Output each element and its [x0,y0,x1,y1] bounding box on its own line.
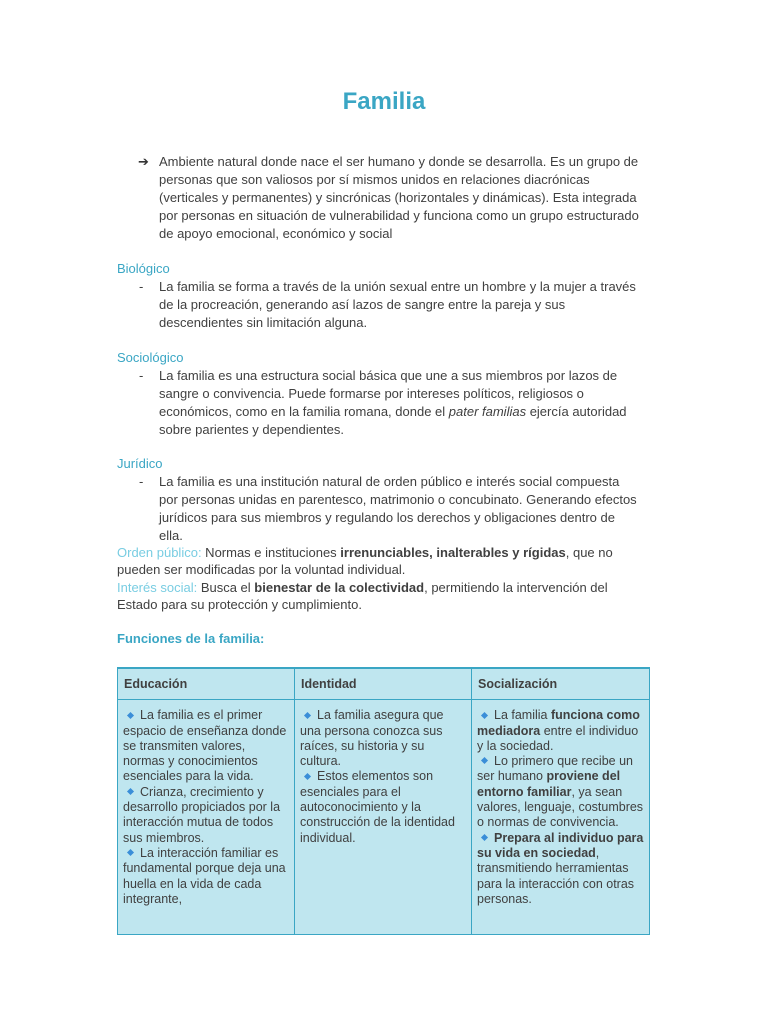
orden-publico-label: Orden público: [117,545,202,560]
bold-term: proviene del entorno familiar [477,769,621,799]
orden-publico-paragraph [117,544,622,578]
text-part: La familia [494,708,551,723]
intro-text: Ambiente natural donde nace el ser humano y donde se desarrolla. Es un grupo de personas que son valiosos por sí mismos unidos en relaciones diacrónicas (verticales y permanentes) y sincrónicas (horizontales y dinámicas). Esta integrada por personas en situación de vulnerabilidad y funciona como un grupo estructurado de apoyo emocional, económico y social [159,154,639,241]
cell-identidad [295,700,472,935]
text-part: Normas e instituciones [201,545,341,560]
list-item: La interacción familiar es fundamental porque deja una huella en la vida de cada integrante, [123,845,286,906]
bold-term: Prepara al individuo para su vida en sociedad [477,830,644,860]
dash-icon: - [139,368,144,383]
diamond-bullet-icon [304,773,311,780]
list-item: Crianza, crecimiento y desarrollo propiciados por la interacción mutua de todos sus miembros. [123,784,281,845]
dash-icon: - [139,279,144,294]
text-part: entre el individuo y la sociedad. [477,723,639,753]
bold-term: irrenunciables, inalterables y rígidas [340,545,566,560]
bold-term: bienestar de la colectividad [254,580,425,595]
table-row [118,700,650,935]
diamond-bullet-icon [127,849,134,856]
section-title-biologico: Biológico [117,261,170,276]
header-socializacion: Socialización [472,668,650,700]
page-title: Familia [342,88,426,115]
italic-term: pater familias [448,404,527,419]
bold-term: funciona como mediadora [477,708,640,738]
text-part: La familia es una estructura social básica que une a sus miembros por lazos de sangre o convivencia. Puede formarse por intereses políticos, religiosos o económicos, como en la familia romana, donde el [159,368,618,419]
interes-social-paragraph [117,579,622,613]
section-title-juridico: Jurídico [117,456,163,471]
arrow-icon: ➔ [138,154,149,169]
funciones-heading: Funciones de la familia: [117,631,265,646]
diamond-bullet-icon [481,757,488,764]
section-text: La familia se forma a través de la unión sexual entre un hombre y la mujer a través de la procreación, generando así lazos de sangre entre la pareja y sus descendientes sin limitación alguna. [159,279,636,330]
diamond-bullet-icon [304,711,311,718]
interes-social-label: Interés social: [117,580,198,595]
text-part: Lo primero que recibe un ser humano [477,754,633,784]
section-text: La familia es una institución natural de orden público e interés social compuesta por personas unidas en parentesco, matrimonio o concubinato. Generando efectos jurídicos para sus miembros y regulando los derechos y obligaciones dentro de ella. [159,474,637,543]
text-part: , transmitiendo herramientas para la interacción con otras personas. [477,845,635,906]
funciones-table [117,667,650,935]
text-part: ejercía autoridad sobre parientes y dependientes. [159,404,627,437]
section-text [159,367,639,439]
diamond-bullet-icon [481,711,488,718]
table-header-row [118,668,650,700]
dash-icon: - [139,474,144,489]
diamond-bullet-icon [127,711,134,718]
cell-educacion [118,700,295,935]
list-item: La familia es el primer espacio de enseñanza donde se transmiten valores, normas y conocimientos esenciales para la vida. [123,708,287,784]
header-educacion: Educación [118,668,295,700]
diamond-bullet-icon [127,788,134,795]
section-title-sociologico: Sociológico [117,350,184,365]
text-part: , permitiendo la intervención del Estado para su protección y cumplimiento. [117,580,608,612]
text-part: Busca el [197,580,255,595]
header-identidad: Identidad [295,668,472,700]
text-part: , ya sean valores, lenguaje, costumbres o normas de convivencia. [477,784,644,830]
cell-socializacion [472,700,650,935]
diamond-bullet-icon [481,834,488,841]
text-part: , que no pueden ser modificadas por la voluntad individual. [117,545,613,577]
list-item: Estos elementos son esenciales para el autoconocimiento y la construcción de la identidad individual. [300,769,455,845]
list-item: La familia asegura que una persona conozca sus raíces, su historia y su cultura. [300,708,444,769]
